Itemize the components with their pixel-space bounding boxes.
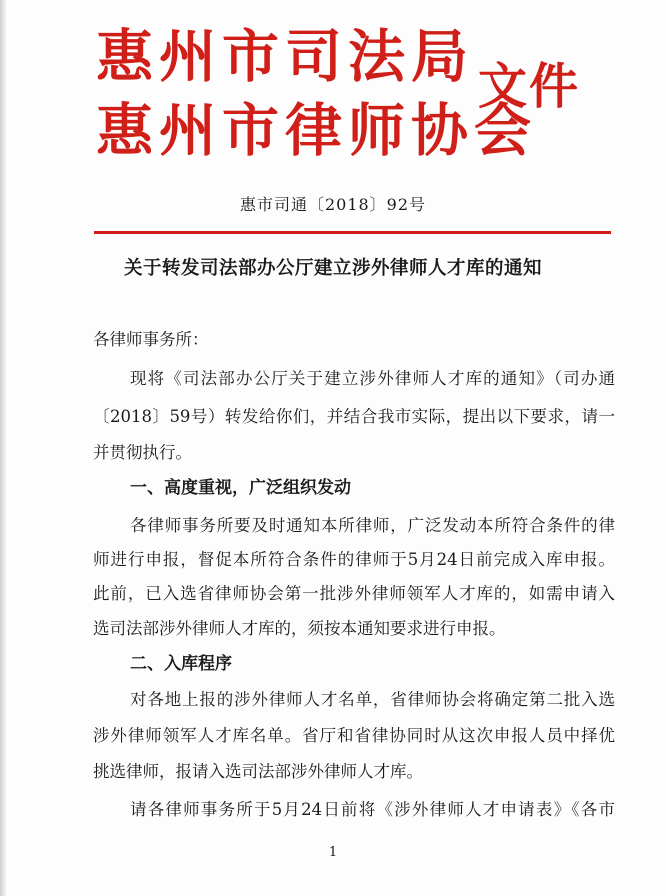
paragraph-line: 师进行申报，督促本所符合条件的律师于5月24日前完成入库申报。 <box>93 550 615 569</box>
document-label: 文件 <box>478 57 581 115</box>
paragraph-line: 对各地上报的涉外律师人才名单，省律师协会将确定第二批入选 <box>130 690 615 709</box>
paragraph-line: 涉外律师领军人才库名单。省厅和省律协同时从这次申报人员中择优 <box>93 726 615 745</box>
issuer-justice-bureau: 惠州市司法局 <box>96 23 474 90</box>
red-separator-line <box>94 231 611 234</box>
paragraph-line: 〔2018〕59号）转发给你们，并结合我市实际，提出以下要求，请一 <box>93 407 615 426</box>
document-number: 惠市司通〔2018〕92号 <box>239 195 427 214</box>
paragraph-line: 选司法部涉外律师人才库的，须按本通知要求进行申报。 <box>93 619 506 638</box>
section-heading-2: 二、入库程序 <box>130 654 232 674</box>
paragraph-line: 此前，已入选省律师协会第一批涉外律师领军人才库的，如需申请入 <box>93 584 615 603</box>
paragraph-line: 各律师事务所要及时通知本所律师，广泛发动本所符合条件的律 <box>130 516 615 535</box>
issuer-lawyers-association: 惠州市律师协会 <box>96 97 537 164</box>
page-edge-shadow <box>0 0 6 896</box>
notice-title: 关于转发司法部办公厅建立涉外律师人才库的通知 <box>123 258 542 279</box>
page-number: 1 <box>328 845 338 860</box>
paragraph-line: 请各律师事务所于5月24日前将《涉外律师人才申请表》《各市 <box>130 800 615 819</box>
paragraph-line: 挑选律师，报请入选司法部涉外律师人才库。 <box>93 762 423 781</box>
addressee: 各律师事务所： <box>93 330 209 349</box>
paragraph-line: 现将《司法部办公厅关于建立涉外律师人才库的通知》（司办通 <box>130 369 615 388</box>
paragraph-line: 并贯彻执行。 <box>93 443 192 462</box>
section-heading-1: 一、高度重视，广泛组织发动 <box>130 478 351 498</box>
